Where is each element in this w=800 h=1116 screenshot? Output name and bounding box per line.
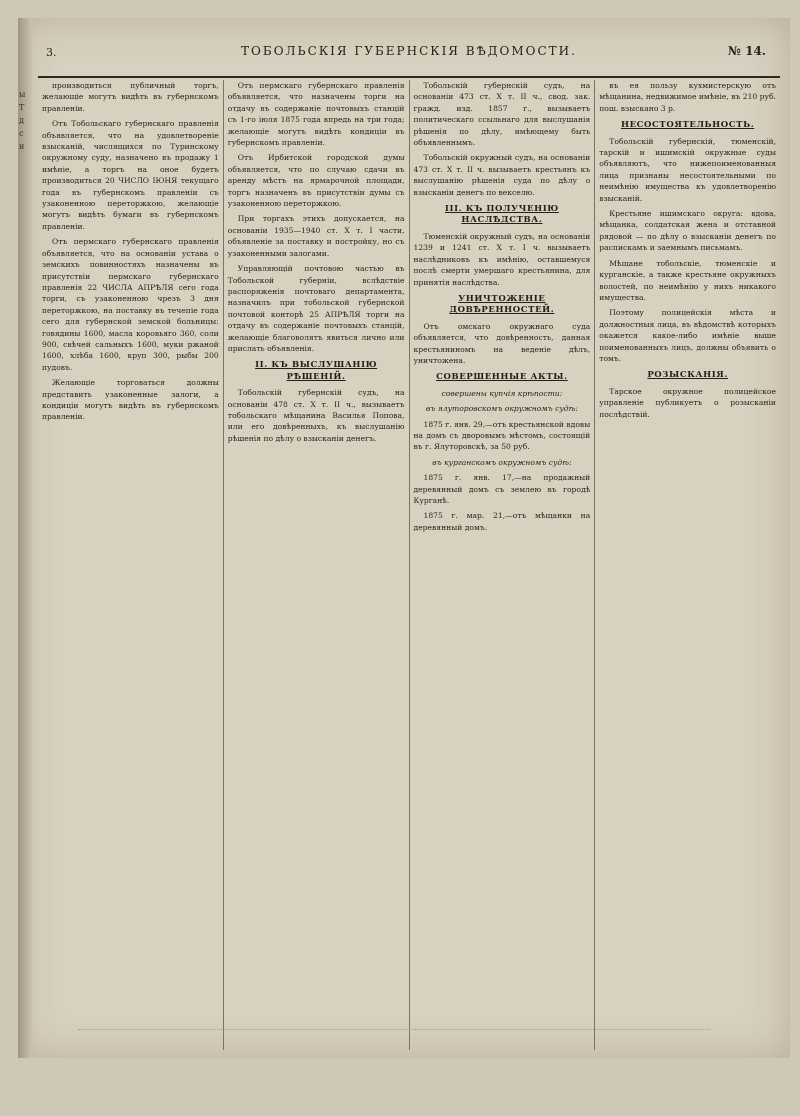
column-1 (38, 80, 223, 1050)
bottom-border (78, 1029, 710, 1040)
notice-paragraph: Отъ пермскаго губернскаго правленія объявляется, что назначены торги на отдачу въ содержаніе почтовыхъ станцій съ 1-го іюля 1875 года впредь на три года; желающіе могутъ видѣть кондиціи въ губернскомъ правленіи. (227, 81, 405, 148)
notice-paragraph: въ ея пользу кухмистерскую отъ мѣщанина, недвижимое имѣніе, въ 210 руб. пош. взыскано 3 р. (599, 81, 776, 113)
notice-paragraph: Крестьяне ишимскаго округа: вдова, мѣщанка, солдатская жена и отставной рядовой — по дѣлу о взысканіи денегъ по распискамъ и заемнымъ письмамъ. (599, 209, 776, 253)
notice-paragraph: Тюменскій окружный судъ, на основаніи 1239 и 1241 ст. X т. I ч. вызываетъ наслѣдниковъ къ имѣнію, оставшемуся послѣ смерти умершаго крестьянина, для принятія наслѣдства. (413, 231, 591, 287)
notice-paragraph: Тобольскій губернскій, тюменскій, тарскій и ишимскій окружные суды объявляютъ, что нижепоименованныя лица признаны несостоятельными по неимѣнію имущества къ удовлетворенію взысканій. (599, 136, 776, 203)
notice-paragraph: 1875 г. мар. 21,—отъ мѣщанки на деревянный домъ. (413, 511, 591, 532)
text-columns (38, 80, 780, 1050)
notice-paragraph: Тобольскій губернскій судъ, на основаніи 473 ст. X т. II ч., свод. зак. гражд. изд. 1857 г., вызываетъ политическаго ссыльнаго для выслушанія рѣшенія по дѣлу, имѣющему быть объявленнымъ. (413, 81, 591, 148)
column-4 (594, 80, 780, 1050)
notice-paragraph: Отъ Тобольскаго губернскаго правленія объявляется, что на удовлетвореніе взысканій, числящихся по Туринскому окружному суду, назначено въ продажу 1 имѣніе, а торгъ на оное будетъ производиться 20 ЧИСЛО ІЮНЯ текущаго года въ губернскомъ правленіи съ узаконенною переторжкою, желающіе могутъ видѣть бумаги въ губернскомъ правленіи. (42, 119, 219, 231)
notice-paragraph: 1875 г. янв. 29,—отъ крестьянской вдовы на домъ съ дворовымъ мѣстомъ, состоящій въ г. Ялуторовскѣ, за 50 руб. (413, 419, 591, 452)
side-margin-glyphs (19, 88, 35, 153)
page-header (38, 44, 780, 66)
section-heading: НЕСОСТОЯТЕЛЬНОСТЬ. (620, 120, 755, 131)
column-3 (409, 80, 595, 1050)
header-rule (38, 76, 780, 78)
newspaper-title: ТОБОЛЬСКІЯ ГУБЕРНСКІЯ ВѢДОМОСТИ. (241, 44, 577, 58)
newspaper-page (18, 18, 790, 1058)
side-glyph: с (19, 129, 24, 138)
section-heading: УНИЧТОЖЕНІЕ ДОВѢРЕННОСТЕЙ. (449, 293, 555, 316)
notice-paragraph: Мѣщане тобольскіе, тюменскіе и курганскіе, а также крестьяне окружныхъ волостей, по неимѣнію у нихъ никакого имущества. (599, 258, 776, 302)
notice-paragraph: Управляющій почтовою частью въ Тобольской губерніи, вслѣдствіе распоряженія почтоваго департамента, назначилъ при тобольской губернской почтовой конторѣ 25 АПРѢЛЯ торги на отдачу въ содержаніе почтовыхъ станцій, желающіе благоволятъ явиться лично или прислать объявленія. (227, 264, 405, 353)
side-glyph: н (19, 142, 25, 151)
binding-gutter (18, 18, 32, 1058)
notice-paragraph: Отъ Ирбитской городской думы объявляется, что по случаю сдачи въ аренду мѣстъ на ярмарочной площади, торгъ назначенъ въ присутствіи думы съ узаконенною переторжкою. (227, 153, 405, 209)
notice-paragraph: Отъ омскаго окружнаго суда объявляется, что довѣренность, данная крестьяниномъ на веденіе дѣлъ, уничтожена. (413, 321, 591, 365)
column-2 (223, 80, 409, 1050)
issue-number: № 14. (727, 44, 766, 58)
side-glyph: Т (19, 103, 25, 112)
notice-paragraph: Тобольскій губернскій судъ, на основаніи 478 ст. X т. II ч., вызываетъ тобольскаго мѣщанина Василья Попова, или его довѣренныхъ, къ выслушанію рѣшенія по дѣлу о взысканіи денегъ. (227, 388, 405, 443)
section-heading: РОЗЫСКАНІЯ. (647, 370, 728, 381)
side-glyph: д (19, 116, 24, 125)
notice-paragraph: 1875 г. янв. 17,—на продажный деревянный домъ съ землею въ городѣ Курганѣ. (413, 473, 591, 505)
section-subheading: въ ялуторовскомъ окружномъ судѣ: (425, 404, 578, 414)
page-number: 3. (46, 46, 57, 59)
section-heading: II. КЪ ВЫСЛУШАНІЮ РѢШЕНІЙ. (255, 360, 378, 382)
section-heading: III. КЪ ПОЛУЧЕНІЮ НАСЛѢДСТВА. (444, 204, 559, 226)
side-glyph: ы (19, 90, 26, 99)
notice-paragraph: При торгахъ этихъ допускается, на основаніи 1935—1940 ст. X т. I части, объявленіе за поставку и постройку, но съ узаконенными залогами. (227, 214, 405, 258)
section-subheading: въ курганскомъ окружномъ судѣ: (432, 457, 572, 467)
section-subheading: совершены купчія крѣпости: (441, 388, 563, 398)
notice-paragraph: Желающіе торговаться должны представить узаконенные залоги, а кондиціи могутъ видѣть въ губернскомъ правленіи. (42, 378, 219, 422)
notice-paragraph: Тарское окружное полицейское управленіе публикуетъ о розысканіи послѣдствій. (599, 386, 776, 419)
section-heading: СОВЕРШЕННЫЕ АКТЫ. (436, 372, 568, 383)
notice-paragraph: Отъ пермскаго губернскаго правленія объявляется, что на основаніи устава о земскихъ повинностяхъ назначены въ присутствіи пермскаго губернскаго правленія 22 ЧИСЛА АПРѢЛЯ сего года торги, съ узаконенною чрезъ 3 дня переторжкою, на поставку въ течепіе года сего для губернской земской больницы: говядины 1600, масла коровьяго 360, соли 900, свѣчей сальныхъ 1600, муки ржаной 1600, хлѣба 1600, круп 300, рыбы 200 пудовъ. (42, 237, 219, 372)
notice-paragraph: производиться публичный торгъ, желающіе могутъ видѣть въ губернскомъ правленіи. (42, 81, 219, 113)
notice-paragraph: Поэтому полицейскія мѣста и должностныя лица, въ вѣдомствѣ которыхъ окажется какое-либо имѣніе выше поименованныхъ лицъ, должны объявить о томъ. (599, 308, 776, 363)
notice-paragraph: Тобольскій окружный судъ, на основаніи 473 ст. X т. II ч. вызываетъ крестьянъ къ выслушанію рѣшенія суда по дѣлу о взысканіи денегъ по векселю. (413, 153, 591, 197)
